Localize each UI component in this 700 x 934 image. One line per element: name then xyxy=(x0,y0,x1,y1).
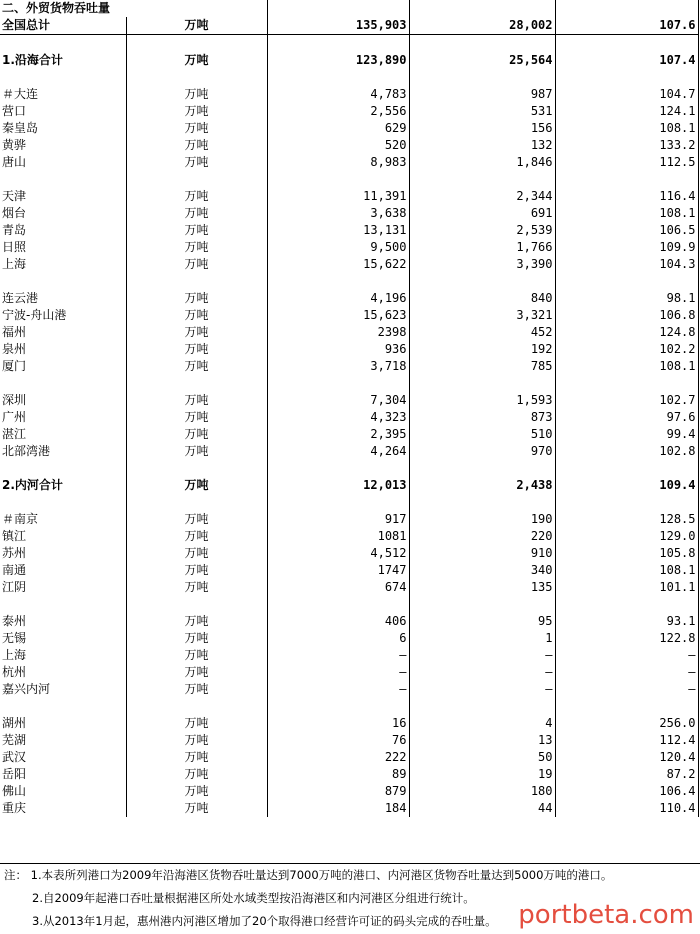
port-name-cell: 连云港 xyxy=(0,290,126,307)
spacer-row xyxy=(0,171,698,188)
port-name-cell: 岳阳 xyxy=(0,766,126,783)
empty-cell xyxy=(126,171,267,188)
value-cell-1: 629 xyxy=(267,120,409,137)
value-cell-1: 222 xyxy=(267,749,409,766)
value-cell-1: 135,903 xyxy=(267,17,409,35)
table-row xyxy=(0,579,698,596)
table-row xyxy=(0,103,698,120)
value-cell-2: 19 xyxy=(409,766,555,783)
spacer-row xyxy=(0,698,698,715)
unit-cell: 万吨 xyxy=(126,205,267,222)
port-name-cell: 湖州 xyxy=(0,715,126,732)
unit-cell: 万吨 xyxy=(126,137,267,154)
unit-cell: 万吨 xyxy=(126,579,267,596)
port-name-cell: 2.内河合计 xyxy=(0,477,126,494)
empty-cell xyxy=(267,460,409,477)
unit-cell: 万吨 xyxy=(126,443,267,460)
port-name-cell: 全国总计 xyxy=(0,17,126,35)
unit-cell: 万吨 xyxy=(126,800,267,817)
unit-cell: 万吨 xyxy=(126,17,267,35)
value-cell-1: 520 xyxy=(267,137,409,154)
value-cell-3: – xyxy=(555,681,698,698)
table-row xyxy=(0,715,698,732)
port-name-cell: 湛江 xyxy=(0,426,126,443)
port-name-cell: 佛山 xyxy=(0,783,126,800)
value-cell-1: 936 xyxy=(267,341,409,358)
port-name-cell: 北部湾港 xyxy=(0,443,126,460)
value-cell-1: 6 xyxy=(267,630,409,647)
value-cell-3: 106.5 xyxy=(555,222,698,239)
empty-cell xyxy=(126,460,267,477)
table-row xyxy=(0,239,698,256)
port-name-cell: 日照 xyxy=(0,239,126,256)
port-name-cell: 1.沿海合计 xyxy=(0,52,126,69)
empty-cell xyxy=(409,375,555,392)
port-name-cell: 深圳 xyxy=(0,392,126,409)
value-cell-3: 129.0 xyxy=(555,528,698,545)
empty-cell xyxy=(126,35,267,52)
empty-cell xyxy=(126,698,267,715)
unit-cell: 万吨 xyxy=(126,647,267,664)
table-row xyxy=(0,256,698,273)
value-cell-2: 50 xyxy=(409,749,555,766)
value-cell-3: 97.6 xyxy=(555,409,698,426)
port-name-cell: 杭州 xyxy=(0,664,126,681)
value-cell-1: 13,131 xyxy=(267,222,409,239)
spacer-row xyxy=(0,494,698,511)
table-row xyxy=(0,783,698,800)
value-cell-3: 120.4 xyxy=(555,749,698,766)
table-row xyxy=(0,800,698,817)
empty-cell xyxy=(126,273,267,290)
empty-cell xyxy=(0,698,126,715)
empty-cell xyxy=(409,460,555,477)
value-cell-2: 95 xyxy=(409,613,555,630)
value-cell-2: 44 xyxy=(409,800,555,817)
value-cell-2: 873 xyxy=(409,409,555,426)
unit-cell: 万吨 xyxy=(126,188,267,205)
empty-cell xyxy=(555,171,698,188)
value-cell-1: 184 xyxy=(267,800,409,817)
empty-cell xyxy=(267,596,409,613)
unit-cell: 万吨 xyxy=(126,358,267,375)
value-cell-1: 16 xyxy=(267,715,409,732)
unit-cell: 万吨 xyxy=(126,307,267,324)
port-name-cell: 泉州 xyxy=(0,341,126,358)
table-row xyxy=(0,664,698,681)
value-cell-1: 15,622 xyxy=(267,256,409,273)
value-cell-2: 220 xyxy=(409,528,555,545)
value-cell-2: 840 xyxy=(409,290,555,307)
value-cell-2: – xyxy=(409,664,555,681)
unit-cell: 万吨 xyxy=(126,341,267,358)
empty-cell xyxy=(555,494,698,511)
empty-cell xyxy=(0,494,126,511)
value-cell-1: 15,623 xyxy=(267,307,409,324)
value-cell-2: 531 xyxy=(409,103,555,120)
unit-cell: 万吨 xyxy=(126,392,267,409)
unit-cell: 万吨 xyxy=(126,120,267,137)
unit-cell: 万吨 xyxy=(126,783,267,800)
empty-cell xyxy=(409,273,555,290)
value-cell-3: 105.8 xyxy=(555,545,698,562)
unit-cell: 万吨 xyxy=(126,409,267,426)
section-title: 二、外贸货物吞吐量 xyxy=(2,1,111,15)
value-cell-3: 93.1 xyxy=(555,613,698,630)
value-cell-3: 102.8 xyxy=(555,443,698,460)
port-name-cell: 天津 xyxy=(0,188,126,205)
value-cell-1: 674 xyxy=(267,579,409,596)
port-name-cell: 上海 xyxy=(0,647,126,664)
empty-cell xyxy=(267,698,409,715)
spacer-row xyxy=(0,596,698,613)
port-name-cell: 上海 xyxy=(0,256,126,273)
value-cell-3: 98.1 xyxy=(555,290,698,307)
value-cell-2: 452 xyxy=(409,324,555,341)
port-name-cell: ＃南京 xyxy=(0,511,126,528)
value-cell-3: 102.7 xyxy=(555,392,698,409)
value-cell-3: 124.8 xyxy=(555,324,698,341)
value-cell-3: 107.4 xyxy=(555,52,698,69)
value-cell-3: 106.4 xyxy=(555,783,698,800)
note-2: 2.自2009年起港口吞吐量根据港区所处水域类型按沿海港区和内河港区分组进行统计。 xyxy=(32,891,475,905)
unit-cell: 万吨 xyxy=(126,426,267,443)
table-row xyxy=(0,358,698,375)
table-row xyxy=(0,511,698,528)
value-cell-1: 89 xyxy=(267,766,409,783)
value-cell-1: 3,638 xyxy=(267,205,409,222)
value-cell-1: 1081 xyxy=(267,528,409,545)
value-cell-3: 109.9 xyxy=(555,239,698,256)
value-cell-2: 340 xyxy=(409,562,555,579)
value-cell-1: – xyxy=(267,647,409,664)
value-cell-1: 12,013 xyxy=(267,477,409,494)
port-name-cell: 宁波-舟山港 xyxy=(0,307,126,324)
table-row xyxy=(0,307,698,324)
empty-cell xyxy=(267,171,409,188)
empty-cell xyxy=(555,35,698,52)
port-name-cell: 秦皇岛 xyxy=(0,120,126,137)
table-row xyxy=(0,392,698,409)
value-cell-1: 1747 xyxy=(267,562,409,579)
value-cell-3: 106.8 xyxy=(555,307,698,324)
value-cell-2: 691 xyxy=(409,205,555,222)
port-name-cell: 烟台 xyxy=(0,205,126,222)
empty-cell xyxy=(126,494,267,511)
empty-cell xyxy=(0,375,126,392)
value-cell-1: 7,304 xyxy=(267,392,409,409)
value-cell-3: 122.8 xyxy=(555,630,698,647)
value-cell-3: 256.0 xyxy=(555,715,698,732)
port-name-cell: 营口 xyxy=(0,103,126,120)
value-cell-1: – xyxy=(267,664,409,681)
table-row xyxy=(0,324,698,341)
note-3: 3.从2013年1月起，惠州港内河港区增加了20个取得港口经营许可证的码头完成的吞吐量。 xyxy=(32,914,497,928)
value-cell-3: – xyxy=(555,647,698,664)
value-cell-1: 8,983 xyxy=(267,154,409,171)
value-cell-3: 108.1 xyxy=(555,205,698,222)
table-row xyxy=(0,749,698,766)
empty-cell xyxy=(409,171,555,188)
value-cell-1: 123,890 xyxy=(267,52,409,69)
value-cell-2: 132 xyxy=(409,137,555,154)
unit-cell: 万吨 xyxy=(126,52,267,69)
value-cell-3: 102.2 xyxy=(555,341,698,358)
table-row xyxy=(0,341,698,358)
unit-cell: 万吨 xyxy=(126,681,267,698)
value-cell-1: 3,718 xyxy=(267,358,409,375)
value-cell-2: 1,766 xyxy=(409,239,555,256)
value-cell-2: 25,564 xyxy=(409,52,555,69)
unit-cell: 万吨 xyxy=(126,732,267,749)
value-cell-2: 192 xyxy=(409,341,555,358)
empty-cell xyxy=(0,171,126,188)
empty-cell xyxy=(267,375,409,392)
table-row xyxy=(0,137,698,154)
empty-cell xyxy=(555,273,698,290)
table-row xyxy=(0,647,698,664)
unit-cell: 万吨 xyxy=(126,256,267,273)
unit-cell: 万吨 xyxy=(126,154,267,171)
table-row xyxy=(0,290,698,307)
port-name-cell: 泰州 xyxy=(0,613,126,630)
unit-cell: 万吨 xyxy=(126,715,267,732)
value-cell-3: 108.1 xyxy=(555,358,698,375)
port-name-cell: 苏州 xyxy=(0,545,126,562)
value-cell-1: 406 xyxy=(267,613,409,630)
value-cell-2: 1,593 xyxy=(409,392,555,409)
value-cell-2: 180 xyxy=(409,783,555,800)
table-row xyxy=(0,613,698,630)
value-cell-2: 970 xyxy=(409,443,555,460)
value-cell-3: 101.1 xyxy=(555,579,698,596)
table-row xyxy=(0,545,698,562)
value-cell-3: 133.2 xyxy=(555,137,698,154)
coastal-total-row xyxy=(0,52,698,69)
port-name-cell: 黄骅 xyxy=(0,137,126,154)
grand-total-row xyxy=(0,17,698,35)
port-name-cell: 江阴 xyxy=(0,579,126,596)
empty-cell xyxy=(267,494,409,511)
value-cell-2: 28,002 xyxy=(409,17,555,35)
value-cell-2: 2,438 xyxy=(409,477,555,494)
unit-cell: 万吨 xyxy=(126,239,267,256)
unit-cell: 万吨 xyxy=(126,528,267,545)
unit-cell: 万吨 xyxy=(126,103,267,120)
empty-cell xyxy=(0,35,126,52)
value-cell-3: 124.1 xyxy=(555,103,698,120)
value-cell-1: 879 xyxy=(267,783,409,800)
value-cell-3: 107.6 xyxy=(555,17,698,35)
unit-cell: 万吨 xyxy=(126,766,267,783)
empty-cell xyxy=(0,273,126,290)
value-cell-2: 3,321 xyxy=(409,307,555,324)
port-name-cell: 广州 xyxy=(0,409,126,426)
value-cell-2: – xyxy=(409,681,555,698)
unit-cell: 万吨 xyxy=(126,630,267,647)
empty-cell xyxy=(0,69,126,86)
empty-cell xyxy=(267,69,409,86)
unit-cell: 万吨 xyxy=(126,562,267,579)
table-row xyxy=(0,766,698,783)
table-row xyxy=(0,630,698,647)
value-cell-2: 156 xyxy=(409,120,555,137)
value-cell-1: 9,500 xyxy=(267,239,409,256)
empty-cell xyxy=(409,494,555,511)
port-name-cell: 镇江 xyxy=(0,528,126,545)
table-row xyxy=(0,732,698,749)
value-cell-2: – xyxy=(409,647,555,664)
unit-cell: 万吨 xyxy=(126,664,267,681)
spacer-row xyxy=(0,273,698,290)
inland-total-row xyxy=(0,477,698,494)
unit-cell: 万吨 xyxy=(126,749,267,766)
value-cell-2: 2,539 xyxy=(409,222,555,239)
table-row xyxy=(0,154,698,171)
port-name-cell: 无锡 xyxy=(0,630,126,647)
port-name-cell: 唐山 xyxy=(0,154,126,171)
value-cell-1: 76 xyxy=(267,732,409,749)
value-cell-3: 108.1 xyxy=(555,562,698,579)
empty-cell xyxy=(555,375,698,392)
table-row xyxy=(0,528,698,545)
value-cell-2: 510 xyxy=(409,426,555,443)
table-row xyxy=(0,222,698,239)
value-cell-3: 87.2 xyxy=(555,766,698,783)
value-cell-3: 128.5 xyxy=(555,511,698,528)
empty-cell xyxy=(555,69,698,86)
table-row xyxy=(0,681,698,698)
spacer-row xyxy=(0,460,698,477)
value-cell-1: 4,512 xyxy=(267,545,409,562)
empty-cell xyxy=(0,460,126,477)
value-cell-1: 2,556 xyxy=(267,103,409,120)
value-cell-1: 4,323 xyxy=(267,409,409,426)
port-name-cell: 重庆 xyxy=(0,800,126,817)
value-cell-1: 4,783 xyxy=(267,86,409,103)
table-row xyxy=(0,188,698,205)
table-row xyxy=(0,120,698,137)
value-cell-1: 2398 xyxy=(267,324,409,341)
table-row xyxy=(0,409,698,426)
table-row xyxy=(0,443,698,460)
table-row xyxy=(0,562,698,579)
empty-cell xyxy=(555,460,698,477)
value-cell-3: 116.4 xyxy=(555,188,698,205)
empty-cell xyxy=(555,698,698,715)
value-cell-2: 1,846 xyxy=(409,154,555,171)
spacer-row xyxy=(0,35,698,52)
value-cell-3: 112.5 xyxy=(555,154,698,171)
value-cell-1: 2,395 xyxy=(267,426,409,443)
empty-cell xyxy=(0,596,126,613)
note-1: 注： 1.本表所列港口为2009年沿海港区货物吞吐量达到7000万吨的港口、内河港区货物吞吐量达到5000万吨的港口。 xyxy=(4,868,613,882)
empty-cell xyxy=(409,35,555,52)
spacer-row xyxy=(0,69,698,86)
value-cell-2: 1 xyxy=(409,630,555,647)
value-cell-2: 4 xyxy=(409,715,555,732)
spacer-row xyxy=(0,375,698,392)
unit-cell: 万吨 xyxy=(126,613,267,630)
unit-cell: 万吨 xyxy=(126,86,267,103)
value-cell-1: 11,391 xyxy=(267,188,409,205)
port-name-cell: 青岛 xyxy=(0,222,126,239)
empty-cell xyxy=(555,596,698,613)
value-cell-3: 109.4 xyxy=(555,477,698,494)
port-name-cell: ＃大连 xyxy=(0,86,126,103)
empty-cell xyxy=(126,596,267,613)
value-cell-2: 987 xyxy=(409,86,555,103)
value-cell-2: 190 xyxy=(409,511,555,528)
value-cell-1: 4,264 xyxy=(267,443,409,460)
empty-cell xyxy=(126,375,267,392)
port-name-cell: 嘉兴内河 xyxy=(0,681,126,698)
watermark: portbeta.com xyxy=(518,900,694,930)
value-cell-3: – xyxy=(555,664,698,681)
value-cell-2: 910 xyxy=(409,545,555,562)
table-row xyxy=(0,426,698,443)
empty-cell xyxy=(267,273,409,290)
value-cell-2: 135 xyxy=(409,579,555,596)
unit-cell: 万吨 xyxy=(126,477,267,494)
value-cell-1: 4,196 xyxy=(267,290,409,307)
value-cell-1: – xyxy=(267,681,409,698)
value-cell-3: 104.3 xyxy=(555,256,698,273)
unit-cell: 万吨 xyxy=(126,290,267,307)
empty-cell xyxy=(267,35,409,52)
empty-cell xyxy=(409,596,555,613)
value-cell-2: 13 xyxy=(409,732,555,749)
unit-cell: 万吨 xyxy=(126,324,267,341)
table-row xyxy=(0,86,698,103)
value-cell-3: 112.4 xyxy=(555,732,698,749)
value-cell-3: 108.1 xyxy=(555,120,698,137)
unit-cell: 万吨 xyxy=(126,511,267,528)
table-row xyxy=(0,205,698,222)
port-name-cell: 武汉 xyxy=(0,749,126,766)
port-name-cell: 福州 xyxy=(0,324,126,341)
value-cell-3: 104.7 xyxy=(555,86,698,103)
port-name-cell: 厦门 xyxy=(0,358,126,375)
port-name-cell: 芜湖 xyxy=(0,732,126,749)
section-title-row xyxy=(0,0,698,17)
value-cell-3: 110.4 xyxy=(555,800,698,817)
empty-cell xyxy=(409,69,555,86)
empty-cell xyxy=(409,698,555,715)
value-cell-1: 917 xyxy=(267,511,409,528)
value-cell-2: 2,344 xyxy=(409,188,555,205)
empty-cell xyxy=(126,69,267,86)
port-name-cell: 南通 xyxy=(0,562,126,579)
value-cell-2: 785 xyxy=(409,358,555,375)
unit-cell: 万吨 xyxy=(126,222,267,239)
value-cell-2: 3,390 xyxy=(409,256,555,273)
value-cell-3: 99.4 xyxy=(555,426,698,443)
unit-cell: 万吨 xyxy=(126,545,267,562)
